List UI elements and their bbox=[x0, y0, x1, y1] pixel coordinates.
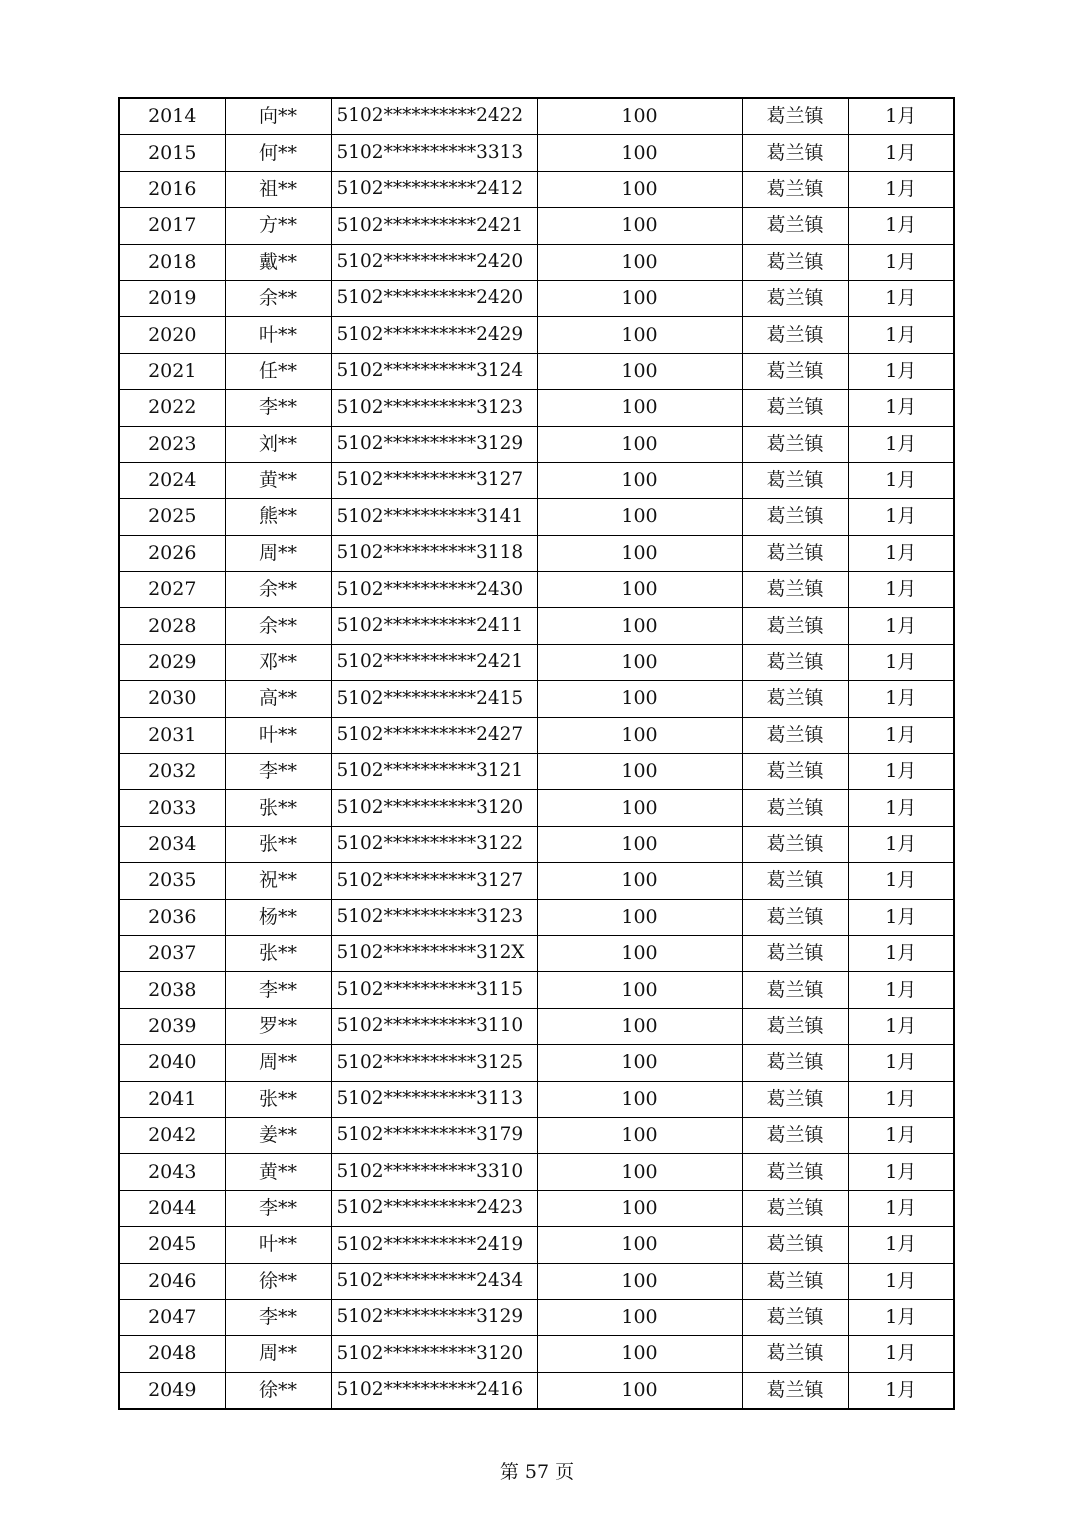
cell-no: 2025 bbox=[119, 499, 225, 535]
table-row bbox=[119, 863, 954, 899]
cell-id: 5102**********2420 bbox=[331, 244, 537, 280]
cell-town: 葛兰镇 bbox=[742, 244, 848, 280]
cell-id: 5102**********3127 bbox=[331, 863, 537, 899]
cell-name: 李** bbox=[225, 1299, 331, 1335]
cell-month: 1月 bbox=[848, 208, 954, 244]
cell-town: 葛兰镇 bbox=[742, 280, 848, 316]
cell-month: 1月 bbox=[848, 499, 954, 535]
cell-no: 2044 bbox=[119, 1190, 225, 1226]
cell-town: 葛兰镇 bbox=[742, 208, 848, 244]
cell-name: 张** bbox=[225, 826, 331, 862]
cell-no: 2033 bbox=[119, 790, 225, 826]
cell-amount: 100 bbox=[537, 1190, 742, 1226]
table-row bbox=[119, 98, 954, 135]
cell-month: 1月 bbox=[848, 1299, 954, 1335]
cell-month: 1月 bbox=[848, 280, 954, 316]
cell-name: 姜** bbox=[225, 1117, 331, 1153]
cell-month: 1月 bbox=[848, 899, 954, 935]
cell-amount: 100 bbox=[537, 317, 742, 353]
cell-name: 李** bbox=[225, 972, 331, 1008]
cell-month: 1月 bbox=[848, 353, 954, 389]
cell-town: 葛兰镇 bbox=[742, 717, 848, 753]
cell-month: 1月 bbox=[848, 1372, 954, 1409]
cell-amount: 100 bbox=[537, 353, 742, 389]
cell-month: 1月 bbox=[848, 1227, 954, 1263]
cell-amount: 100 bbox=[537, 572, 742, 608]
cell-month: 1月 bbox=[848, 244, 954, 280]
table-row bbox=[119, 935, 954, 971]
cell-town: 葛兰镇 bbox=[742, 644, 848, 680]
cell-id: 5102**********3122 bbox=[331, 826, 537, 862]
cell-no: 2015 bbox=[119, 135, 225, 171]
cell-id: 5102**********2427 bbox=[331, 717, 537, 753]
cell-no: 2039 bbox=[119, 1008, 225, 1044]
table-row bbox=[119, 681, 954, 717]
cell-name: 罗** bbox=[225, 1008, 331, 1044]
cell-name: 邓** bbox=[225, 644, 331, 680]
cell-id: 5102**********2422 bbox=[331, 98, 537, 135]
table-row bbox=[119, 972, 954, 1008]
cell-id: 5102**********2411 bbox=[331, 608, 537, 644]
cell-id: 5102**********3141 bbox=[331, 499, 537, 535]
cell-month: 1月 bbox=[848, 1336, 954, 1372]
cell-town: 葛兰镇 bbox=[742, 1081, 848, 1117]
cell-id: 5102**********3118 bbox=[331, 535, 537, 571]
page-number: 第 57 页 bbox=[499, 1461, 575, 1483]
cell-amount: 100 bbox=[537, 1081, 742, 1117]
cell-no: 2030 bbox=[119, 681, 225, 717]
table-row bbox=[119, 1190, 954, 1226]
cell-town: 葛兰镇 bbox=[742, 608, 848, 644]
cell-amount: 100 bbox=[537, 644, 742, 680]
cell-id: 5102**********2419 bbox=[331, 1227, 537, 1263]
cell-amount: 100 bbox=[537, 1372, 742, 1409]
cell-town: 葛兰镇 bbox=[742, 499, 848, 535]
cell-town: 葛兰镇 bbox=[742, 353, 848, 389]
cell-town: 葛兰镇 bbox=[742, 1117, 848, 1153]
cell-town: 葛兰镇 bbox=[742, 826, 848, 862]
cell-id: 5102**********2421 bbox=[331, 208, 537, 244]
cell-amount: 100 bbox=[537, 717, 742, 753]
cell-amount: 100 bbox=[537, 208, 742, 244]
cell-town: 葛兰镇 bbox=[742, 98, 848, 135]
table-row bbox=[119, 1372, 954, 1409]
cell-name: 李** bbox=[225, 1190, 331, 1226]
cell-id: 5102**********3123 bbox=[331, 899, 537, 935]
cell-town: 葛兰镇 bbox=[742, 135, 848, 171]
cell-amount: 100 bbox=[537, 98, 742, 135]
table-row bbox=[119, 390, 954, 426]
table-row bbox=[119, 1263, 954, 1299]
cell-amount: 100 bbox=[537, 280, 742, 316]
cell-amount: 100 bbox=[537, 1154, 742, 1190]
cell-id: 5102**********2429 bbox=[331, 317, 537, 353]
cell-month: 1月 bbox=[848, 426, 954, 462]
cell-month: 1月 bbox=[848, 644, 954, 680]
table-row bbox=[119, 135, 954, 171]
table-row bbox=[119, 608, 954, 644]
cell-amount: 100 bbox=[537, 535, 742, 571]
cell-town: 葛兰镇 bbox=[742, 1045, 848, 1081]
cell-name: 周** bbox=[225, 1336, 331, 1372]
cell-town: 葛兰镇 bbox=[742, 426, 848, 462]
table-row bbox=[119, 1008, 954, 1044]
cell-name: 叶** bbox=[225, 717, 331, 753]
cell-amount: 100 bbox=[537, 899, 742, 935]
cell-amount: 100 bbox=[537, 390, 742, 426]
cell-town: 葛兰镇 bbox=[742, 390, 848, 426]
cell-no: 2041 bbox=[119, 1081, 225, 1117]
cell-no: 2046 bbox=[119, 1263, 225, 1299]
cell-month: 1月 bbox=[848, 1081, 954, 1117]
cell-amount: 100 bbox=[537, 790, 742, 826]
cell-amount: 100 bbox=[537, 1045, 742, 1081]
cell-id: 5102**********3310 bbox=[331, 1154, 537, 1190]
cell-id: 5102**********2420 bbox=[331, 280, 537, 316]
cell-town: 葛兰镇 bbox=[742, 1372, 848, 1409]
cell-id: 5102**********3179 bbox=[331, 1117, 537, 1153]
cell-amount: 100 bbox=[537, 1336, 742, 1372]
table-row bbox=[119, 899, 954, 935]
cell-no: 2040 bbox=[119, 1045, 225, 1081]
table-row bbox=[119, 572, 954, 608]
cell-town: 葛兰镇 bbox=[742, 572, 848, 608]
table-row bbox=[119, 644, 954, 680]
cell-no: 2022 bbox=[119, 390, 225, 426]
cell-id: 5102**********312X bbox=[331, 935, 537, 971]
cell-id: 5102**********3113 bbox=[331, 1081, 537, 1117]
cell-no: 2028 bbox=[119, 608, 225, 644]
cell-no: 2034 bbox=[119, 826, 225, 862]
cell-id: 5102**********3123 bbox=[331, 390, 537, 426]
cell-no: 2018 bbox=[119, 244, 225, 280]
cell-name: 李** bbox=[225, 390, 331, 426]
cell-id: 5102**********3129 bbox=[331, 1299, 537, 1335]
cell-town: 葛兰镇 bbox=[742, 171, 848, 207]
cell-id: 5102**********3127 bbox=[331, 462, 537, 498]
cell-name: 杨** bbox=[225, 899, 331, 935]
cell-town: 葛兰镇 bbox=[742, 1336, 848, 1372]
cell-name: 徐** bbox=[225, 1263, 331, 1299]
table-row bbox=[119, 535, 954, 571]
cell-amount: 100 bbox=[537, 935, 742, 971]
cell-name: 余** bbox=[225, 572, 331, 608]
cell-month: 1月 bbox=[848, 171, 954, 207]
cell-amount: 100 bbox=[537, 499, 742, 535]
cell-id: 5102**********3125 bbox=[331, 1045, 537, 1081]
cell-month: 1月 bbox=[848, 317, 954, 353]
cell-name: 叶** bbox=[225, 1227, 331, 1263]
cell-month: 1月 bbox=[848, 972, 954, 1008]
cell-name: 高** bbox=[225, 681, 331, 717]
cell-amount: 100 bbox=[537, 135, 742, 171]
cell-month: 1月 bbox=[848, 1190, 954, 1226]
table-body bbox=[119, 98, 954, 1409]
cell-town: 葛兰镇 bbox=[742, 972, 848, 1008]
table-row bbox=[119, 1117, 954, 1153]
table-row bbox=[119, 1154, 954, 1190]
cell-amount: 100 bbox=[537, 863, 742, 899]
cell-month: 1月 bbox=[848, 790, 954, 826]
table-row bbox=[119, 353, 954, 389]
cell-town: 葛兰镇 bbox=[742, 1299, 848, 1335]
cell-name: 余** bbox=[225, 608, 331, 644]
cell-amount: 100 bbox=[537, 754, 742, 790]
cell-town: 葛兰镇 bbox=[742, 1190, 848, 1226]
cell-id: 5102**********3120 bbox=[331, 790, 537, 826]
cell-amount: 100 bbox=[537, 681, 742, 717]
cell-month: 1月 bbox=[848, 1263, 954, 1299]
cell-town: 葛兰镇 bbox=[742, 754, 848, 790]
cell-id: 5102**********3121 bbox=[331, 754, 537, 790]
cell-no: 2048 bbox=[119, 1336, 225, 1372]
cell-town: 葛兰镇 bbox=[742, 1263, 848, 1299]
cell-month: 1月 bbox=[848, 1154, 954, 1190]
cell-town: 葛兰镇 bbox=[742, 535, 848, 571]
cell-no: 2031 bbox=[119, 717, 225, 753]
cell-id: 5102**********3115 bbox=[331, 972, 537, 1008]
cell-no: 2026 bbox=[119, 535, 225, 571]
cell-no: 2017 bbox=[119, 208, 225, 244]
cell-name: 祝** bbox=[225, 863, 331, 899]
cell-name: 周** bbox=[225, 535, 331, 571]
cell-town: 葛兰镇 bbox=[742, 1008, 848, 1044]
table-row bbox=[119, 280, 954, 316]
cell-id: 5102**********3110 bbox=[331, 1008, 537, 1044]
cell-no: 2024 bbox=[119, 462, 225, 498]
cell-town: 葛兰镇 bbox=[742, 863, 848, 899]
cell-month: 1月 bbox=[848, 572, 954, 608]
cell-month: 1月 bbox=[848, 1008, 954, 1044]
table-row bbox=[119, 462, 954, 498]
cell-amount: 100 bbox=[537, 972, 742, 1008]
cell-town: 葛兰镇 bbox=[742, 935, 848, 971]
cell-month: 1月 bbox=[848, 681, 954, 717]
cell-no: 2035 bbox=[119, 863, 225, 899]
table-row bbox=[119, 717, 954, 753]
cell-id: 5102**********2430 bbox=[331, 572, 537, 608]
cell-name: 徐** bbox=[225, 1372, 331, 1409]
cell-name: 熊** bbox=[225, 499, 331, 535]
cell-no: 2032 bbox=[119, 754, 225, 790]
cell-no: 2019 bbox=[119, 280, 225, 316]
cell-town: 葛兰镇 bbox=[742, 317, 848, 353]
cell-month: 1月 bbox=[848, 98, 954, 135]
cell-id: 5102**********3313 bbox=[331, 135, 537, 171]
table-row bbox=[119, 171, 954, 207]
cell-id: 5102**********2415 bbox=[331, 681, 537, 717]
cell-amount: 100 bbox=[537, 171, 742, 207]
cell-name: 张** bbox=[225, 935, 331, 971]
cell-month: 1月 bbox=[848, 1045, 954, 1081]
cell-amount: 100 bbox=[537, 462, 742, 498]
cell-name: 向** bbox=[225, 98, 331, 135]
cell-no: 2043 bbox=[119, 1154, 225, 1190]
cell-id: 5102**********3129 bbox=[331, 426, 537, 462]
table-row bbox=[119, 1336, 954, 1372]
cell-no: 2042 bbox=[119, 1117, 225, 1153]
data-table bbox=[118, 97, 955, 1410]
cell-id: 5102**********2423 bbox=[331, 1190, 537, 1226]
cell-no: 2038 bbox=[119, 972, 225, 1008]
cell-amount: 100 bbox=[537, 608, 742, 644]
cell-name: 黄** bbox=[225, 1154, 331, 1190]
table-row bbox=[119, 1299, 954, 1335]
cell-no: 2016 bbox=[119, 171, 225, 207]
cell-name: 余** bbox=[225, 280, 331, 316]
cell-month: 1月 bbox=[848, 754, 954, 790]
table-row bbox=[119, 1045, 954, 1081]
cell-no: 2049 bbox=[119, 1372, 225, 1409]
cell-id: 5102**********2434 bbox=[331, 1263, 537, 1299]
cell-month: 1月 bbox=[848, 863, 954, 899]
cell-no: 2029 bbox=[119, 644, 225, 680]
cell-no: 2020 bbox=[119, 317, 225, 353]
cell-name: 张** bbox=[225, 1081, 331, 1117]
table-row bbox=[119, 826, 954, 862]
cell-name: 何** bbox=[225, 135, 331, 171]
cell-month: 1月 bbox=[848, 135, 954, 171]
cell-month: 1月 bbox=[848, 826, 954, 862]
cell-no: 2045 bbox=[119, 1227, 225, 1263]
table-row bbox=[119, 754, 954, 790]
cell-id: 5102**********2412 bbox=[331, 171, 537, 207]
cell-no: 2036 bbox=[119, 899, 225, 935]
cell-town: 葛兰镇 bbox=[742, 681, 848, 717]
cell-month: 1月 bbox=[848, 717, 954, 753]
table-row bbox=[119, 1227, 954, 1263]
cell-amount: 100 bbox=[537, 1227, 742, 1263]
cell-amount: 100 bbox=[537, 1008, 742, 1044]
cell-no: 2037 bbox=[119, 935, 225, 971]
cell-amount: 100 bbox=[537, 426, 742, 462]
cell-name: 祖** bbox=[225, 171, 331, 207]
cell-name: 戴** bbox=[225, 244, 331, 280]
table-row bbox=[119, 208, 954, 244]
cell-name: 任** bbox=[225, 353, 331, 389]
cell-no: 2027 bbox=[119, 572, 225, 608]
cell-town: 葛兰镇 bbox=[742, 1154, 848, 1190]
cell-no: 2047 bbox=[119, 1299, 225, 1335]
cell-month: 1月 bbox=[848, 390, 954, 426]
table-row bbox=[119, 1081, 954, 1117]
cell-id: 5102**********3124 bbox=[331, 353, 537, 389]
cell-name: 方** bbox=[225, 208, 331, 244]
table-row bbox=[119, 790, 954, 826]
cell-id: 5102**********2421 bbox=[331, 644, 537, 680]
cell-month: 1月 bbox=[848, 1117, 954, 1153]
cell-name: 张** bbox=[225, 790, 331, 826]
cell-town: 葛兰镇 bbox=[742, 462, 848, 498]
cell-month: 1月 bbox=[848, 935, 954, 971]
table-row bbox=[119, 317, 954, 353]
cell-amount: 100 bbox=[537, 1263, 742, 1299]
cell-id: 5102**********3120 bbox=[331, 1336, 537, 1372]
cell-no: 2023 bbox=[119, 426, 225, 462]
cell-month: 1月 bbox=[848, 608, 954, 644]
cell-amount: 100 bbox=[537, 244, 742, 280]
cell-id: 5102**********2416 bbox=[331, 1372, 537, 1409]
cell-no: 2021 bbox=[119, 353, 225, 389]
cell-no: 2014 bbox=[119, 98, 225, 135]
table-row bbox=[119, 244, 954, 280]
cell-amount: 100 bbox=[537, 826, 742, 862]
cell-town: 葛兰镇 bbox=[742, 1227, 848, 1263]
cell-amount: 100 bbox=[537, 1299, 742, 1335]
cell-town: 葛兰镇 bbox=[742, 790, 848, 826]
cell-month: 1月 bbox=[848, 462, 954, 498]
table-row bbox=[119, 499, 954, 535]
table-row bbox=[119, 426, 954, 462]
cell-name: 刘** bbox=[225, 426, 331, 462]
cell-amount: 100 bbox=[537, 1117, 742, 1153]
cell-name: 黄** bbox=[225, 462, 331, 498]
cell-name: 李** bbox=[225, 754, 331, 790]
cell-month: 1月 bbox=[848, 535, 954, 571]
cell-name: 周** bbox=[225, 1045, 331, 1081]
cell-town: 葛兰镇 bbox=[742, 899, 848, 935]
cell-name: 叶** bbox=[225, 317, 331, 353]
